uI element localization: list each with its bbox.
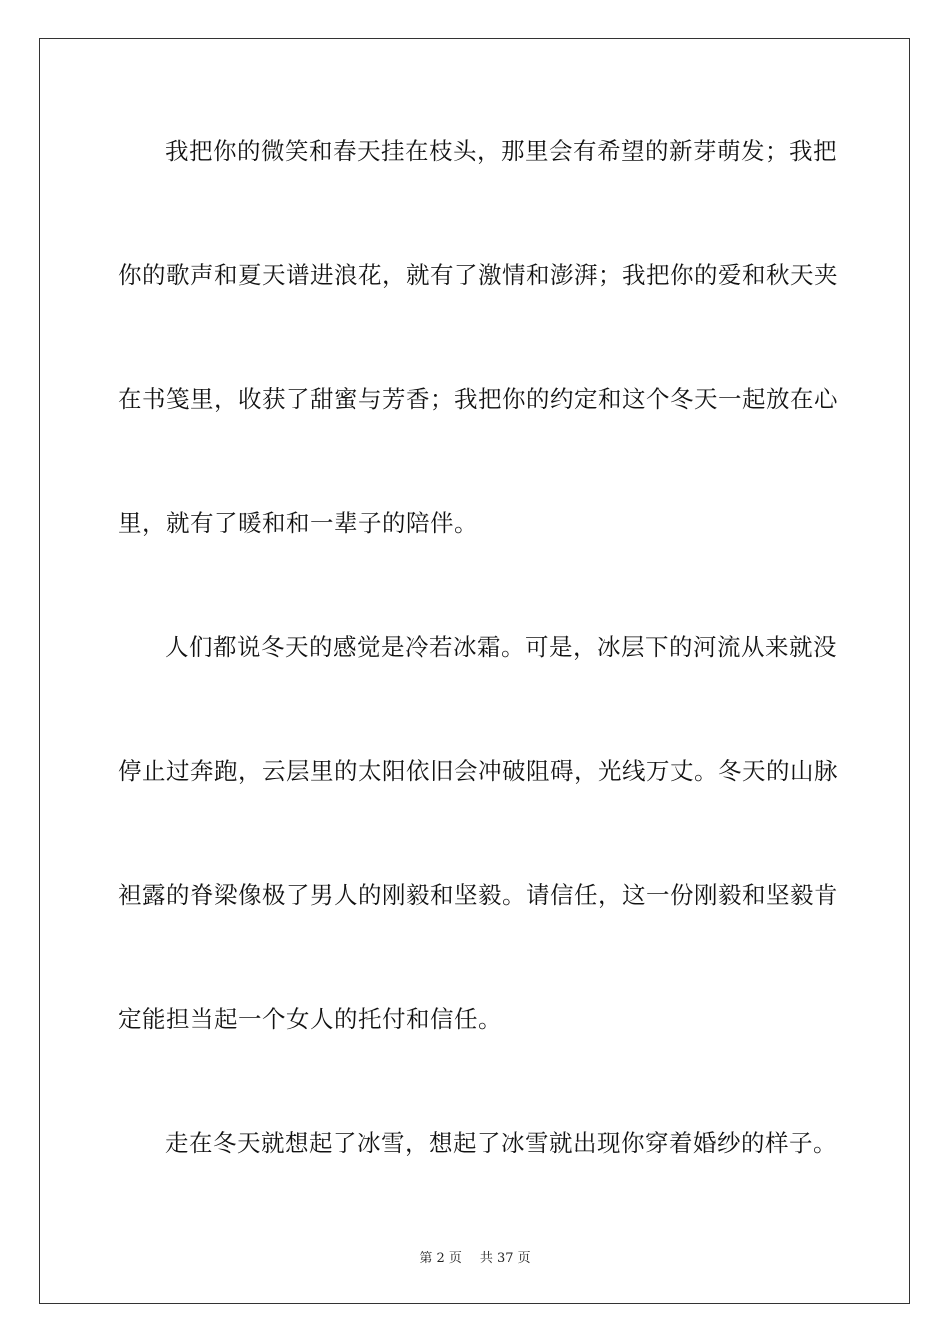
text-line: 人们都说冬天的感觉是冷若冰霜。可是，冰层下的河流从来就没 [165, 633, 837, 661]
page-border [39, 38, 910, 1304]
text-line: 停止过奔跑，云层里的太阳依旧会冲破阻碍，光线万丈。冬天的山脉 [118, 757, 838, 785]
text-line: 定能担当起一个女人的托付和信任。 [118, 1005, 502, 1033]
page-number: 第 2 页 [419, 1251, 462, 1266]
text-line: 走在冬天就想起了冰雪，想起了冰雪就出现你穿着婚纱的样子。 [165, 1129, 837, 1157]
text-line: 袒露的脊梁像极了男人的刚毅和坚毅。请信任，这一份刚毅和坚毅肯 [118, 881, 838, 909]
page-footer [0, 1247, 950, 1266]
text-line: 我把你的微笑和春天挂在枝头，那里会有希望的新芽萌发；我把 [165, 137, 837, 165]
text-line: 里，就有了暖和和一辈子的陪伴。 [118, 509, 478, 537]
text-line: 你的歌声和夏天谱进浪花，就有了激情和澎湃；我把你的爱和秋天夹 [118, 261, 838, 289]
text-line: 在书笺里，收获了甜蜜与芳香；我把你的约定和这个冬天一起放在心 [118, 385, 838, 413]
page-total: 共 37 页 [479, 1251, 531, 1266]
